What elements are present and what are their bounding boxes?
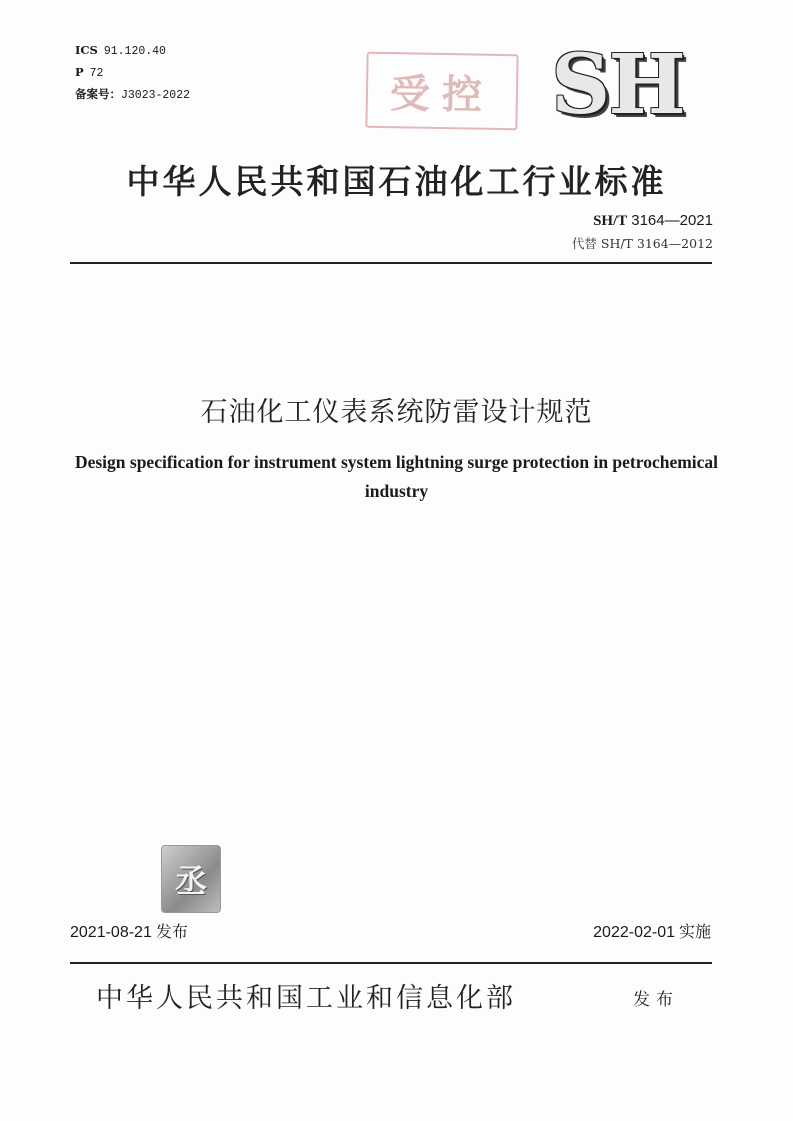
top-divider [70, 262, 712, 264]
issue-date: 2021-08-21 [70, 924, 152, 941]
standard-code: SH/T [593, 213, 628, 229]
publish-label: 发布 [633, 990, 679, 1010]
logo-text: SH [551, 37, 684, 133]
implement-label: 实施 [678, 922, 711, 941]
bottom-divider [70, 962, 712, 964]
issue-date-block [70, 919, 188, 942]
record-value: J3023-2022 [121, 89, 191, 102]
record-label: 备案号： [75, 87, 121, 101]
ics-row [75, 40, 190, 62]
standard-number [593, 212, 713, 230]
document-title-chinese: 石油化工仪表系统防雷设计规范 [200, 397, 593, 428]
sh-logo [530, 37, 705, 133]
classification-block [75, 40, 190, 106]
controlled-stamp [365, 52, 518, 131]
issue-label: 发布 [155, 922, 188, 941]
publisher-emblem-icon [161, 845, 221, 913]
ccs-label: P [75, 65, 84, 79]
replaces-note: 代替 SH/T 3164—2012 [571, 236, 713, 251]
standard-type-heading: 中华人民共和国石油化工行业标准 [126, 162, 667, 201]
ics-value: 91.120.40 [103, 45, 166, 58]
record-row [75, 84, 190, 106]
standard-number-value: 3164—2021 [631, 212, 713, 229]
publisher-name: 中华人民共和国工业和信息化部 [96, 983, 516, 1014]
ccs-value: 72 [89, 67, 104, 80]
document-title-english: Design specification for instrument system lightning surge protection in petrochemical industry [74, 452, 719, 501]
ccs-row [75, 62, 190, 84]
ics-label: ICS [75, 43, 98, 57]
implement-date-block [593, 919, 711, 942]
emblem-glyph: 丞 [174, 862, 207, 900]
implement-date: 2022-02-01 [593, 924, 675, 941]
stamp-text: 受控 [389, 69, 495, 119]
